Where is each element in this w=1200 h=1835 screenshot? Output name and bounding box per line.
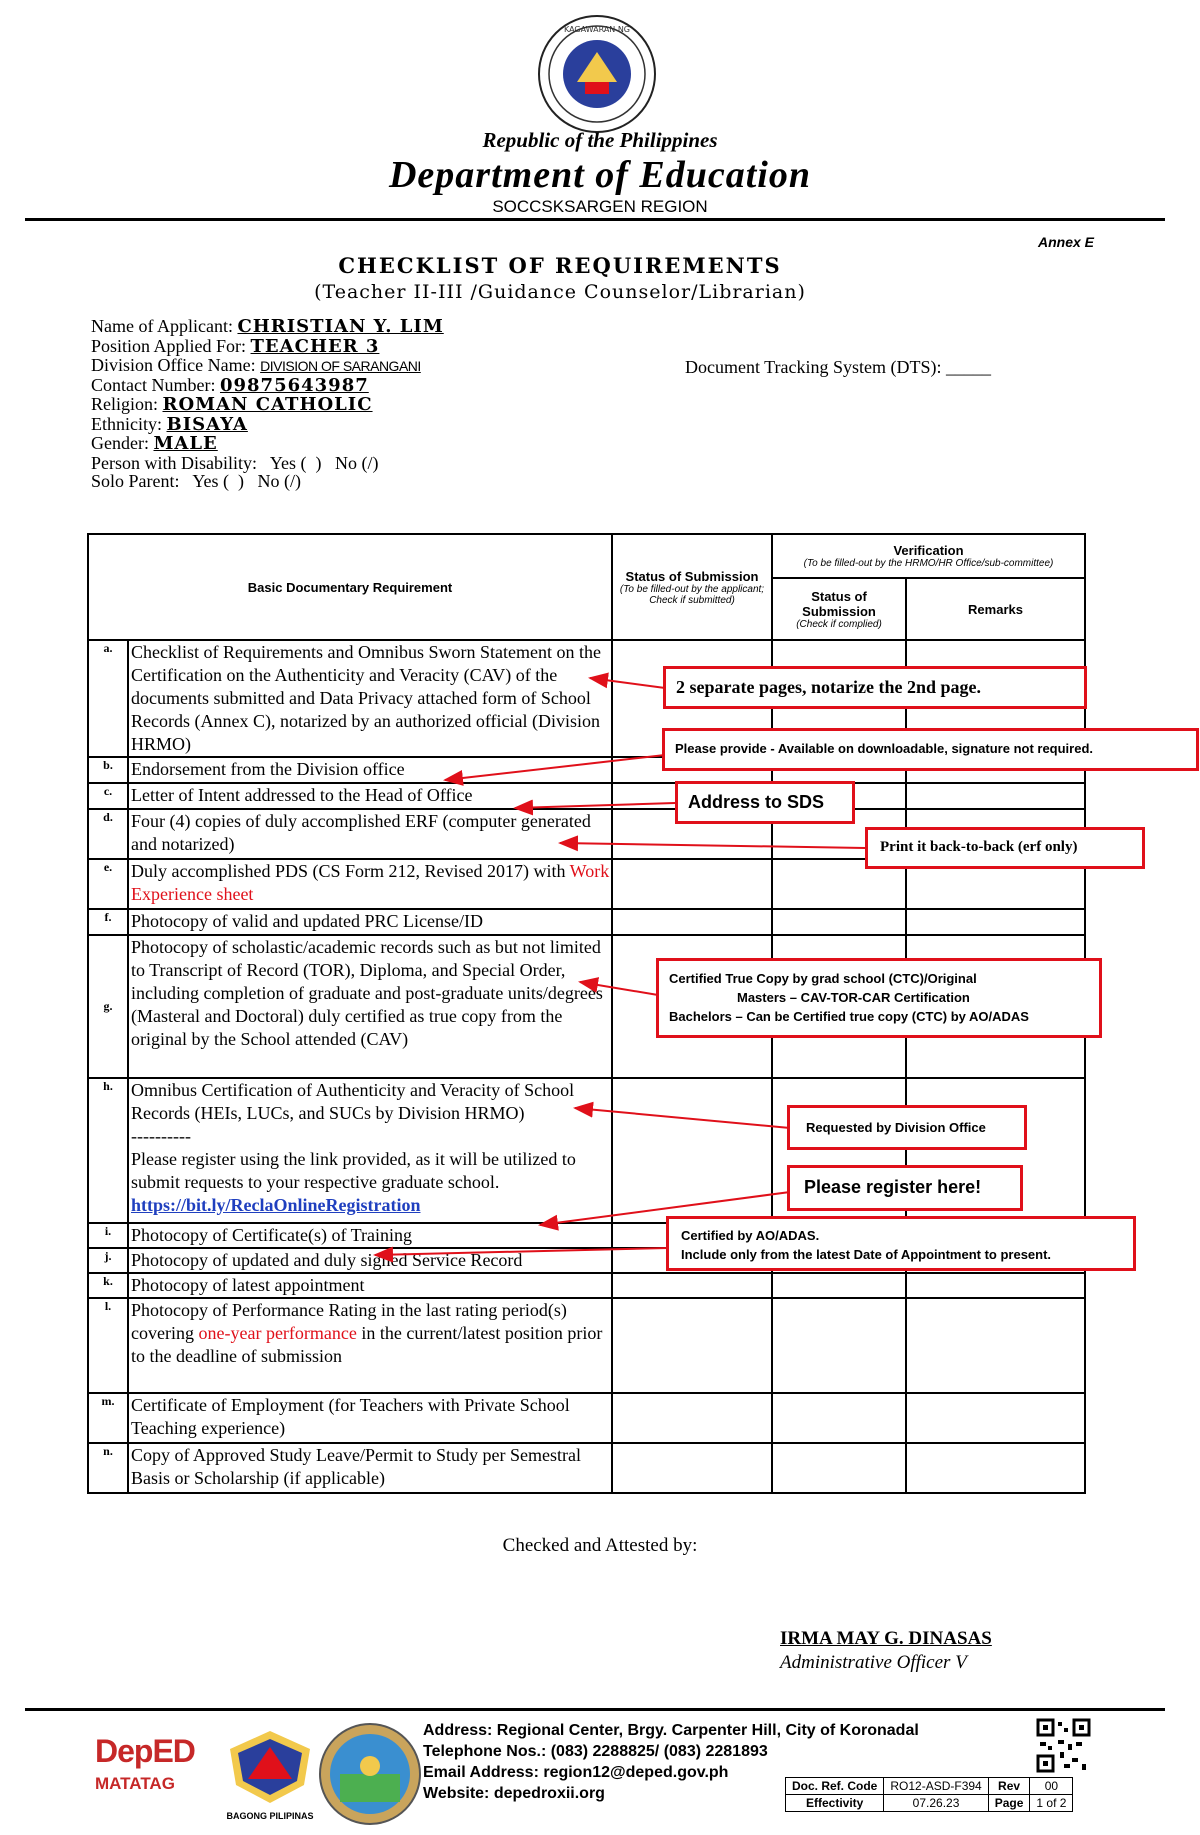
row-letter: h. <box>88 1078 128 1223</box>
effectivity-label: Effectivity <box>786 1795 884 1812</box>
row-text: Photocopy of Certificate(s) of Training <box>128 1223 612 1248</box>
department-heading: Department of Education <box>388 154 812 196</box>
header-status-note: (To be filled-out by the applicant; Check if submitted) <box>619 583 765 606</box>
applicant-division: DIVISION OF SARANGANI <box>260 358 421 374</box>
footer-email: Email Address: region12@deped.gov.ph <box>423 1764 729 1781</box>
arrow-c4 <box>560 843 865 848</box>
callout-ctc-line1: Certified True Copy by grad school (CTC)/Original <box>669 971 977 986</box>
registration-link[interactable]: https://bit.ly/ReclaOnlineRegistration <box>131 1195 421 1215</box>
arrow-c2 <box>445 755 665 780</box>
deped-matatag-logo <box>95 1733 205 1823</box>
applicant-religion: ROMAN CATHOLIC <box>162 394 373 415</box>
ethnicity-label: Ethnicity: <box>91 413 162 434</box>
row-letter: b. <box>88 757 128 783</box>
arrow-c6 <box>575 1108 790 1128</box>
applicant-name: CHRISTIAN Y. LIM <box>237 316 444 337</box>
row-letter: f. <box>88 909 128 935</box>
row-text-highlight: Work Experience sheet <box>131 861 610 904</box>
signatory-name: IRMA MAY G. DINASAS <box>780 1628 992 1649</box>
checked-attested-label: Checked and Attested by: <box>502 1535 698 1556</box>
footer-website: Website: depedroxii.org <box>423 1785 605 1802</box>
callout-address-sds: Address to SDS <box>675 781 855 824</box>
callout-ctc-line3: Bachelors – Can be Certified true copy (CTC) by AO/ADAS <box>669 1009 1029 1024</box>
arrow-c1 <box>590 678 665 688</box>
page-value: 1 of 2 <box>1030 1795 1073 1812</box>
position-label: Position Applied For: <box>91 335 247 356</box>
doc-ref-table <box>785 1777 1073 1812</box>
signatory-position: Administrative Officer V <box>780 1652 967 1673</box>
row-text-divider: ---------- <box>131 1126 191 1146</box>
row-text-rest: in the current/latest position prior to the deadline of submission <box>131 1323 603 1366</box>
row-text-main: Omnibus Certification of Authenticity and Veracity of School Records (HEIs, LUCs, and SUCs by Division HRMO) <box>131 1080 575 1123</box>
arrow-c8 <box>375 1248 668 1255</box>
row-letter: i. <box>88 1223 128 1248</box>
callout-please-provide: Please provide - Available on downloadable, signature not required. <box>662 728 1199 771</box>
bagong-pilipinas-text: BAGONG PILIPINAS <box>226 1811 314 1821</box>
row-text: Photocopy of valid and updated PRC License/ID <box>128 909 612 935</box>
applicant-contact: 09875643987 <box>219 374 369 396</box>
annex-label: Annex E <box>1038 234 1095 250</box>
page-subtitle: (Teacher II-III /Guidance Counselor/Librarian) <box>314 281 806 303</box>
footer-address: Address: Regional Center, Brgy. Carpenter Hill, City of Koronadal <box>423 1722 919 1739</box>
callout-requested: Requested by Division Office <box>787 1105 1027 1150</box>
row-text: Photocopy of scholastic/academic records such as but not limited to Transcript of Record (TOR), Diploma, and Special Order, including completion of graduate and post-graduate units/degrees (Masteral and Doctoral) duly certified as true copy from the original by the School attended (CAV) <box>128 935 612 1078</box>
row-text: Checklist of Requirements and Omnibus Sworn Statement on the Certification on the Authenticity and Veracity (CAV) of the documents submitted and Data Privacy attached form of School Records (Annex C), notarized by an authorized official (Division HRMO) <box>128 640 612 757</box>
division-label: Division Office Name: <box>91 355 256 375</box>
header-v-status-note: (Check if complied) <box>796 618 882 630</box>
row-text: Endorsement from the Division office <box>128 757 612 783</box>
row-text: Certificate of Employment (for Teachers with Private School Teaching experience) <box>128 1393 612 1443</box>
callout-ctc <box>656 958 1102 1038</box>
rev-value: 00 <box>1030 1778 1073 1795</box>
religion-label: Religion: <box>91 394 158 414</box>
republic-heading: Republic of the Philippines <box>482 128 718 152</box>
callout-ctc-line2: Masters – CAV-TOR-CAR Certification <box>737 990 970 1005</box>
matatag-logo-text: MATATAG <box>95 1774 175 1793</box>
row-letter: j. <box>88 1248 128 1273</box>
row-letter: e. <box>88 859 128 909</box>
effectivity-value: 07.26.23 <box>884 1795 988 1812</box>
row-text: Photocopy of updated and duly signed Service Record <box>128 1248 612 1273</box>
gender-label: Gender: <box>91 433 149 453</box>
row-letter: n. <box>88 1443 128 1493</box>
header-verification-note: (To be filled-out by the HRMO/HR Office/sub-committee) <box>803 558 1054 569</box>
applicant-position: TEACHER 3 <box>250 335 380 357</box>
header-v-status-label: Status of Submission <box>802 588 876 619</box>
header-verification-label: Verification <box>893 543 964 558</box>
callout-ao-adas-line2: Include only from the latest Date of Appointment to present. <box>681 1247 1052 1262</box>
callout-back-to-back: Print it back-to-back (erf only) <box>865 827 1145 869</box>
row-text-highlight: one-year performance <box>198 1323 357 1343</box>
row-text: Letter of Intent addressed to the Head of Office <box>128 783 612 809</box>
row-letter: a. <box>88 640 128 757</box>
footer-phone: Telephone Nos.: (083) 2288825/ (083) 2281893 <box>423 1743 768 1760</box>
row-letter: l. <box>88 1298 128 1393</box>
row-text: Copy of Approved Study Leave/Permit to Study per Semestral Basis or Scholarship (if applicable) <box>128 1443 612 1493</box>
row-text-main: Duly accomplished PDS (CS Form 212, Revised 2017) with <box>131 861 570 881</box>
row-letter: c. <box>88 783 128 809</box>
bagong-pilipinas-logo <box>220 1725 320 1829</box>
row-text: Four (4) copies of duly accomplished ERF (computer generated and notarized) <box>128 809 612 859</box>
applicant-gender: MALE <box>153 433 218 454</box>
row-text-main: Photocopy of Performance Rating in the last rating period(s) covering <box>131 1300 567 1343</box>
footer-divider <box>25 1708 1165 1711</box>
pwd-line: Person with Disability: Yes ( ) No (/) <box>91 452 379 473</box>
name-label: Name of Applicant: <box>91 316 233 336</box>
header-status-label: Status of Submission <box>625 568 759 584</box>
svg-text:KAGAWARAN NG: KAGAWARAN NG <box>563 25 631 34</box>
page-label: Page <box>988 1795 1030 1812</box>
header-requirement: Basic Documentary Requirement <box>88 534 612 640</box>
rev-label: Rev <box>988 1778 1030 1795</box>
row-letter: m. <box>88 1393 128 1443</box>
row-letter: d. <box>88 809 128 859</box>
callout-ao-adas-line1: Certified by AO/ADAS. <box>681 1228 820 1243</box>
qr-code-icon <box>1036 1718 1091 1773</box>
row-text: Photocopy of latest appointment <box>128 1273 612 1298</box>
contact-label: Contact Number: <box>91 374 216 395</box>
row-text-instruction: Please register using the link provided, as it will be utilized to submit requests to your respective graduate school. <box>131 1149 576 1192</box>
arrow-c3 <box>515 803 675 808</box>
arrow-c5 <box>580 982 658 995</box>
region-seal-icon <box>318 1722 423 1827</box>
solo-parent-line: Solo Parent: Yes ( ) No (/) <box>91 471 301 491</box>
callout-register-here: Please register here! <box>787 1165 1023 1211</box>
page-title: CHECKLIST OF REQUIREMENTS <box>338 253 782 278</box>
callout-notarize: 2 separate pages, notarize the 2nd page. <box>663 666 1087 709</box>
row-letter: k. <box>88 1273 128 1298</box>
deped-logo-text: DepED <box>95 1733 195 1769</box>
region-heading: SOCCSKSARGEN REGION <box>492 197 708 216</box>
row-letter: g. <box>88 935 128 1078</box>
dts-field: Document Tracking System (DTS): _____ <box>685 357 991 377</box>
doc-ref-value: RO12-ASD-F394 <box>884 1778 988 1795</box>
doc-ref-label: Doc. Ref. Code <box>786 1778 884 1795</box>
header-remarks: Remarks <box>906 578 1085 640</box>
callout-ao-adas <box>666 1216 1136 1271</box>
applicant-ethnicity: BISAYA <box>166 413 248 435</box>
bagong-pilipinas-emblem-icon <box>220 1725 320 1807</box>
